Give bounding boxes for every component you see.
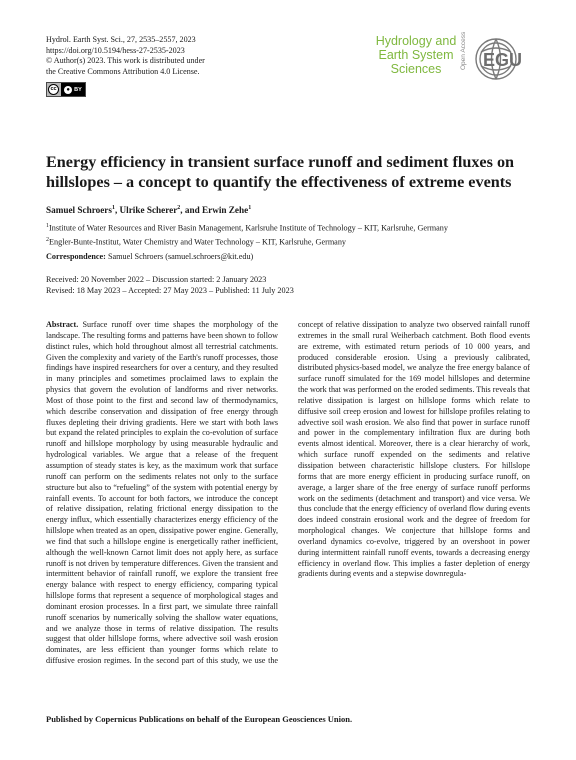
affiliation-number: 1 (46, 223, 49, 229)
cc-icon: cc (48, 84, 59, 95)
correspondence-label: Correspondence: (46, 252, 106, 261)
affiliation-number: 2 (46, 236, 49, 243)
affiliation-text: Institute of Water Resources and River Basin Management, Karlsruhe Institute of Technology – KIT, Karlsruhe, Germany (49, 223, 448, 233)
journal-name (360, 31, 472, 76)
cc-by-license-badge[interactable] (46, 82, 86, 97)
journal-name-line-2: Earth System (378, 48, 454, 62)
citation-line: Hydrol. Earth Syst. Sci., 27, 2535–2557, 2023 (46, 35, 196, 44)
citation-header (46, 35, 205, 77)
author-affiliation-mark: 1 (248, 205, 252, 211)
affiliation-list (46, 221, 546, 248)
affiliation-item (46, 235, 546, 249)
license-line-2: the Creative Commons Attribution 4.0 License. (46, 66, 200, 76)
affiliation-item (46, 221, 546, 235)
correspondence (46, 252, 536, 261)
attribution-person-icon: ● (64, 86, 72, 94)
author-separator: , and (180, 205, 202, 216)
author-separator: , (114, 205, 120, 216)
dates-line-2: Revised: 18 May 2023 – Accepted: 27 May 2023 – Published: 11 July 2023 (46, 285, 294, 295)
author-list (46, 205, 536, 215)
author-name: Erwin Zehe (202, 205, 249, 216)
abstract (46, 320, 530, 675)
open-access-label: Open Access (460, 31, 467, 70)
author-affiliation-mark: 1 (111, 205, 115, 211)
publisher-footer: Published by Copernicus Publications on behalf of the European Geosciences Union. (46, 714, 353, 724)
abstract-paragraph (46, 320, 530, 675)
author-affiliation-mark: 2 (177, 205, 181, 211)
correspondence-contact[interactable]: Samuel Schroers (samuel.schroers@kit.edu) (107, 252, 254, 261)
abstract-label: Abstract. (46, 320, 79, 329)
author-name: Samuel Schroers (46, 205, 112, 216)
journal-name-line-3: Sciences (390, 62, 442, 76)
author-name: Ulrike Scherer (119, 205, 178, 216)
dates-line-1: Received: 20 November 2022 – Discussion started: 2 January 2023 (46, 275, 267, 284)
by-strip (61, 83, 85, 96)
publication-dates (46, 275, 536, 297)
license-line-1: © Author(s) 2023. This work is distributed under (46, 56, 205, 66)
egu-logo-text: EGU (483, 50, 523, 70)
egu-logo-icon (473, 36, 533, 82)
paper-title: Energy efficiency in transient surface runoff and sediment fluxes on hillslopes – a concept to quantify the effectiveness of extreme events (46, 153, 515, 191)
affiliation-text: Engler-Bunte-Institut, Water Chemistry and Water Technology – KIT, Karlsruhe, Germany (49, 237, 347, 247)
journal-name-line-1: Hydrology and (375, 34, 457, 48)
doi-link[interactable]: https://doi.org/10.5194/hess-27-2535-2023 (46, 45, 185, 55)
by-label: BY (74, 86, 82, 93)
abstract-text: Surface runoff over time shapes the morphology of the landscape. The resulting forms and patterns have been shown to follow distinct rules, which hold throughout almost all terrestrial catchments. Given the complexity and variety of the Earth's runoff processes, those findings have inspired researchers for over a century, and they resulted in many principles and sometimes proclaimed laws to explain the physics that govern the evolution of landforms and river networks. Most of those point to the first and second law of thermodynamics, which describe conservation and dissipation of free energy through fluxes depleting their driving gradients. Here we start with both laws but expand the related principles to explain the co-evolution of surface runoff and hillslope morphology by using measurable hydraulic and hydrological variables. We argue that a release of the frequent assumption of steady states is key, as the maximum work that surface runoff can perform on the sediments relates not only to the surface structure but also to “refueling” of the system with potential energy by rainfall events. To account for both factors, we introduce the concept of relative dissipation, relating frictional energy dissipation to the energy influx, which essentially characterizes energy efficiency of the hillslope when treated as an open, dissipative power engine. Generally, we find that such a hillslope engine is energetically rather inefficient, although the well-known Carnot limit does not apply here, as surface runoff is not driven by temperature differences. Given the transient and intermittent behavior of rainfall runoff, we explore the transient free energy balance with respect to energy efficiency, comparing typical hillslope forms that represent a sequence of morphological stages and dominant erosion processes. In a first part, we simulate three rainfall runoff scenarios by numerically solving the shallow water equations, and we analyze those in terms of relative dissipation. The results suggest that older hillslope forms, where advective soil wash erosion dominates, are less efficient than younger forms which relate to diffusive erosion regimes. In the second part of this study, we use the concept of relative dissipation to analyze two observed rainfall runoff extremes in the small rural Weiherbach catchment. Both flood events are extreme, with estimated return periods of 10 000 years, and produced considerable erosion. Using a previously calibrated, distributed physics-based model, we analyze the free energy balance of surface runoff simulated for the 169 model hillslopes and determine the work that was performed on the eroded sediments. This reveals that relative dissipation is largest on hillslope forms which relate to diffusive soil creep erosion and lowest for hillslope profiles relating to advective soil wash erosion. We also find that power in surface runoff and power in the complementary infiltration flux are during both events almost identical. Moreover, there is a clear hierarchy of work, which surface runoff expended on the sediments and relative dissipation between characteristic hillslope clusters. For hillslope forms that are more energy efficient in producing surface runoff, on average, a larger share of the free energy of surface runoff performs work on the sediments (detachment and transport) and vice versa. We thus conclude that the energy efficiency of overland flow during events does indeed constrain erosional work and the degree of freedom for morphological changes. We conjecture that hillslope forms and overland dynamics co-evolve, triggered by an overshoot in power during intermittent rainfall runoff events, towards a decreasing energy efficiency in overland flow. This implies a faster depletion of energy gradients during events and a stepwise downregula- (46, 320, 530, 666)
